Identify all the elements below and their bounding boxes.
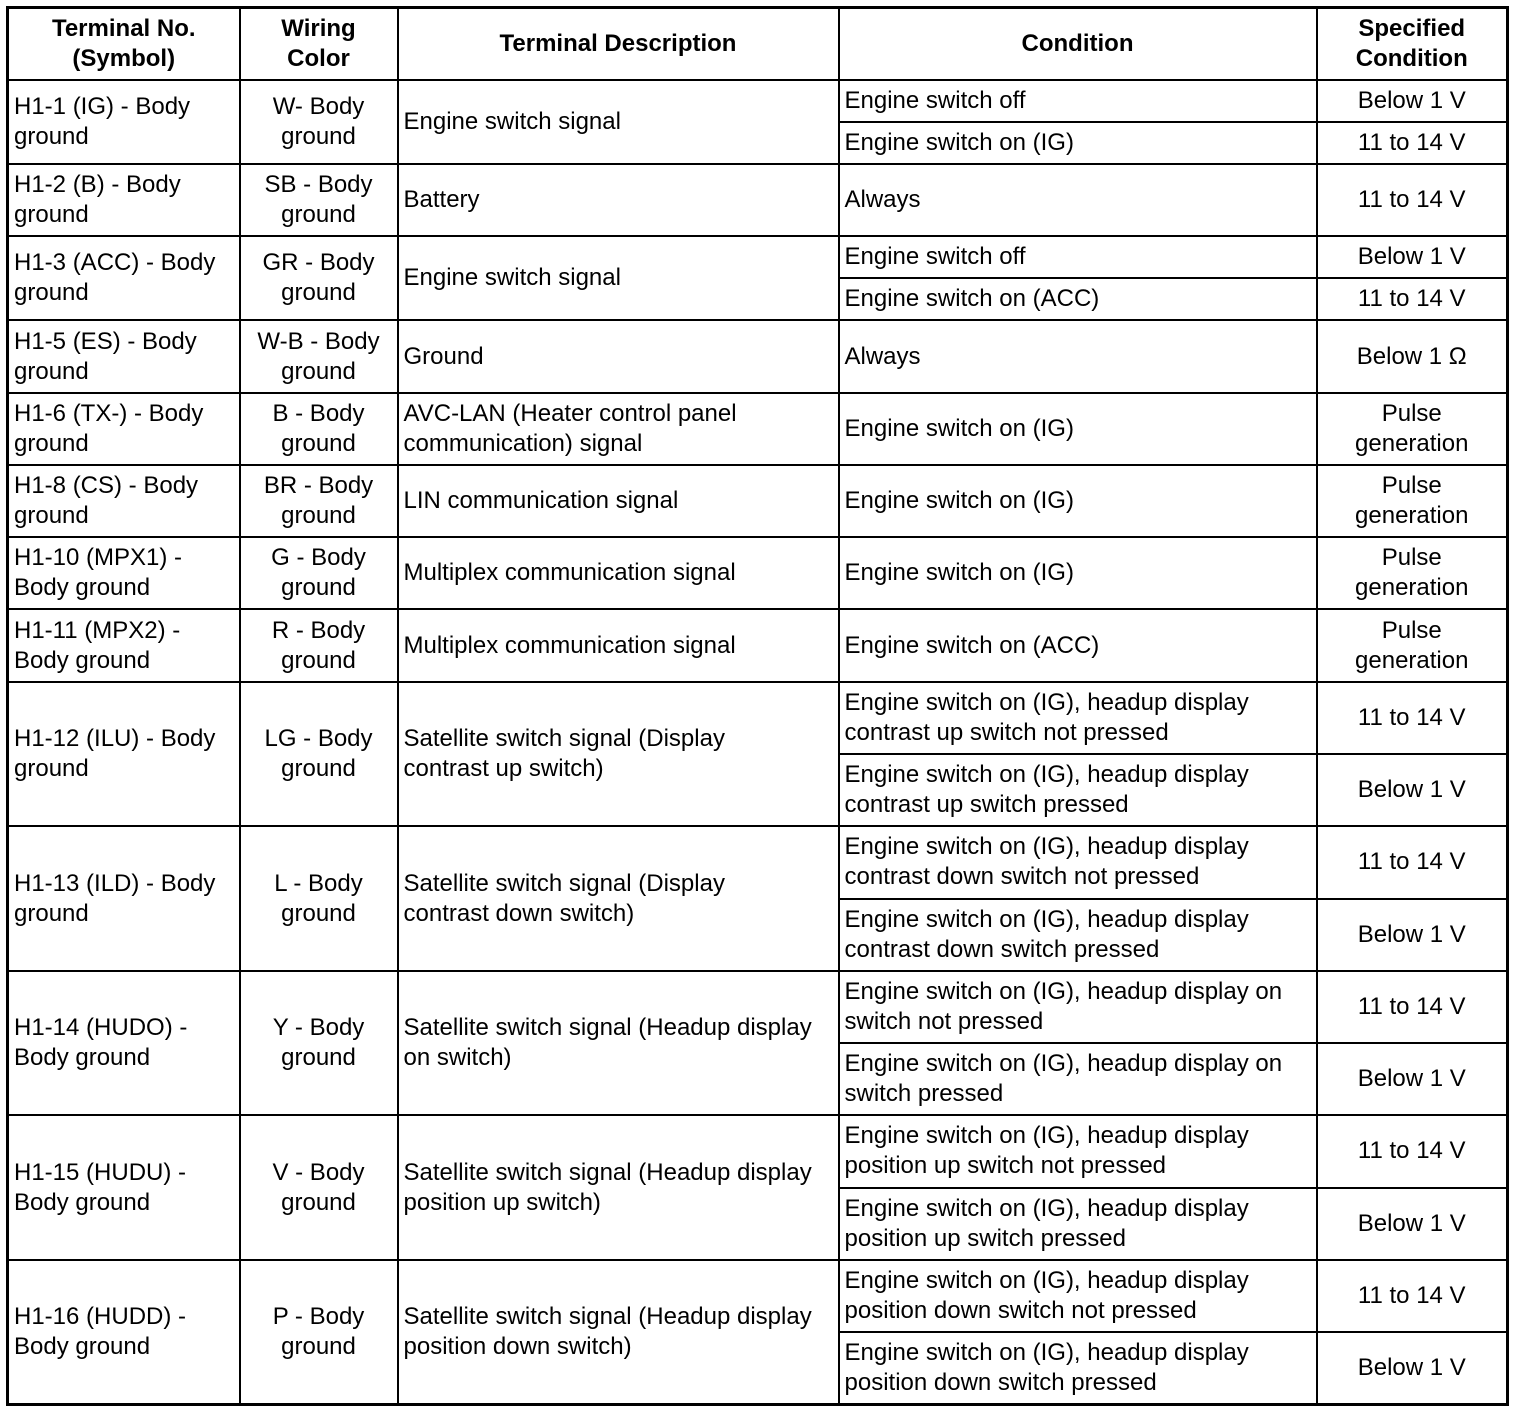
specified-condition-cell: 11 to 14 V — [1317, 164, 1508, 236]
table-body — [8, 80, 1508, 1405]
description-cell: Engine switch signal — [398, 236, 839, 320]
specified-condition-cell: Pulse generation — [1317, 609, 1508, 681]
table-row — [8, 164, 1508, 236]
condition-cell: Always — [839, 320, 1317, 392]
condition-cell: Engine switch on (IG), headup display contrast down switch pressed — [839, 899, 1317, 971]
table-header — [8, 8, 1508, 80]
description-cell: Satellite switch signal (Headup display position down switch) — [398, 1260, 839, 1405]
condition-cell: Engine switch on (IG), headup display position up switch pressed — [839, 1188, 1317, 1260]
terminal-cell: H1-10 (MPX1) - Body ground — [8, 537, 240, 609]
condition-cell: Engine switch on (IG) — [839, 537, 1317, 609]
wiring-color-cell: GR - Body ground — [240, 236, 398, 320]
wiring-color-cell: W-B - Body ground — [240, 320, 398, 392]
condition-cell: Engine switch on (IG) — [839, 122, 1317, 164]
terminal-cell: H1-13 (ILD) - Body ground — [8, 826, 240, 971]
wiring-color-cell: Y - Body ground — [240, 971, 398, 1116]
table-row — [8, 80, 1508, 122]
specified-condition-cell: 11 to 14 V — [1317, 971, 1508, 1043]
condition-cell: Engine switch on (IG) — [839, 393, 1317, 465]
specified-condition-cell: Below 1 V — [1317, 1332, 1508, 1404]
specified-condition-cell: 11 to 14 V — [1317, 1115, 1508, 1187]
table-row — [8, 682, 1508, 754]
description-cell: Multiplex communication signal — [398, 609, 839, 681]
description-cell: Satellite switch signal (Display contrast up switch) — [398, 682, 839, 827]
terminal-cell: H1-11 (MPX2) - Body ground — [8, 609, 240, 681]
table-row — [8, 320, 1508, 392]
terminal-cell: H1-3 (ACC) - Body ground — [8, 236, 240, 320]
terminal-spec-table — [6, 6, 1509, 1406]
terminal-cell: H1-8 (CS) - Body ground — [8, 465, 240, 537]
header-condition: Condition — [839, 8, 1317, 80]
specified-condition-cell: Pulse generation — [1317, 537, 1508, 609]
header-row — [8, 8, 1508, 80]
specified-condition-cell: Below 1 V — [1317, 1043, 1508, 1115]
wiring-color-cell: P - Body ground — [240, 1260, 398, 1405]
specified-condition-cell: 11 to 14 V — [1317, 682, 1508, 754]
table-row — [8, 1260, 1508, 1332]
wiring-color-cell: W- Body ground — [240, 80, 398, 164]
terminal-cell: H1-2 (B) - Body ground — [8, 164, 240, 236]
description-cell: Satellite switch signal (Headup display position up switch) — [398, 1115, 839, 1260]
wiring-color-cell: SB - Body ground — [240, 164, 398, 236]
table-row — [8, 537, 1508, 609]
terminal-cell: H1-15 (HUDU) - Body ground — [8, 1115, 240, 1260]
condition-cell: Engine switch on (ACC) — [839, 278, 1317, 320]
condition-cell: Engine switch on (IG), headup display position up switch not pressed — [839, 1115, 1317, 1187]
table-row — [8, 609, 1508, 681]
table-row — [8, 236, 1508, 278]
wiring-color-cell: B - Body ground — [240, 393, 398, 465]
wiring-color-cell: R - Body ground — [240, 609, 398, 681]
description-cell: Multiplex communication signal — [398, 537, 839, 609]
description-cell: AVC-LAN (Heater control panel communication) signal — [398, 393, 839, 465]
specified-condition-cell: 11 to 14 V — [1317, 826, 1508, 898]
table-row — [8, 465, 1508, 537]
wiring-color-cell: L - Body ground — [240, 826, 398, 971]
terminal-cell: H1-14 (HUDO) - Body ground — [8, 971, 240, 1116]
condition-cell: Always — [839, 164, 1317, 236]
description-cell: Satellite switch signal (Headup display on switch) — [398, 971, 839, 1116]
terminal-cell: H1-5 (ES) - Body ground — [8, 320, 240, 392]
wiring-color-cell: BR - Body ground — [240, 465, 398, 537]
condition-cell: Engine switch on (IG), headup display contrast up switch not pressed — [839, 682, 1317, 754]
specified-condition-cell: Below 1 V — [1317, 899, 1508, 971]
specified-condition-cell: Below 1 V — [1317, 754, 1508, 826]
condition-cell: Engine switch on (IG), headup display position down switch pressed — [839, 1332, 1317, 1404]
condition-cell: Engine switch off — [839, 80, 1317, 122]
terminal-cell: H1-6 (TX-) - Body ground — [8, 393, 240, 465]
specified-condition-cell: Below 1 V — [1317, 236, 1508, 278]
description-cell: Ground — [398, 320, 839, 392]
condition-cell: Engine switch on (IG) — [839, 465, 1317, 537]
condition-cell: Engine switch on (IG), headup display on switch pressed — [839, 1043, 1317, 1115]
wiring-color-cell: LG - Body ground — [240, 682, 398, 827]
condition-cell: Engine switch on (IG), headup display on switch not pressed — [839, 971, 1317, 1043]
specified-condition-cell: Below 1 V — [1317, 80, 1508, 122]
condition-cell: Engine switch on (IG), headup display position down switch not pressed — [839, 1260, 1317, 1332]
specified-condition-cell: Pulse generation — [1317, 393, 1508, 465]
description-cell: LIN communication signal — [398, 465, 839, 537]
description-cell: Satellite switch signal (Display contrast down switch) — [398, 826, 839, 971]
header-wiring-color: Wiring Color — [240, 8, 398, 80]
specified-condition-cell: Below 1 Ω — [1317, 320, 1508, 392]
header-terminal-no: Terminal No. (Symbol) — [8, 8, 240, 80]
condition-cell: Engine switch on (ACC) — [839, 609, 1317, 681]
specified-condition-cell: 11 to 14 V — [1317, 1260, 1508, 1332]
wiring-color-cell: G - Body ground — [240, 537, 398, 609]
condition-cell: Engine switch on (IG), headup display contrast down switch not pressed — [839, 826, 1317, 898]
description-cell: Engine switch signal — [398, 80, 839, 164]
terminal-cell: H1-16 (HUDD) - Body ground — [8, 1260, 240, 1405]
terminal-cell: H1-1 (IG) - Body ground — [8, 80, 240, 164]
wiring-color-cell: V - Body ground — [240, 1115, 398, 1260]
specified-condition-cell: Pulse generation — [1317, 465, 1508, 537]
table-row — [8, 393, 1508, 465]
condition-cell: Engine switch on (IG), headup display contrast up switch pressed — [839, 754, 1317, 826]
specified-condition-cell: Below 1 V — [1317, 1188, 1508, 1260]
header-terminal-description: Terminal Description — [398, 8, 839, 80]
condition-cell: Engine switch off — [839, 236, 1317, 278]
specified-condition-cell: 11 to 14 V — [1317, 278, 1508, 320]
specified-condition-cell: 11 to 14 V — [1317, 122, 1508, 164]
description-cell: Battery — [398, 164, 839, 236]
table-row — [8, 971, 1508, 1043]
terminal-cell: H1-12 (ILU) - Body ground — [8, 682, 240, 827]
table-row — [8, 1115, 1508, 1187]
table-row — [8, 826, 1508, 898]
header-specified-condition: Specified Condition — [1317, 8, 1508, 80]
